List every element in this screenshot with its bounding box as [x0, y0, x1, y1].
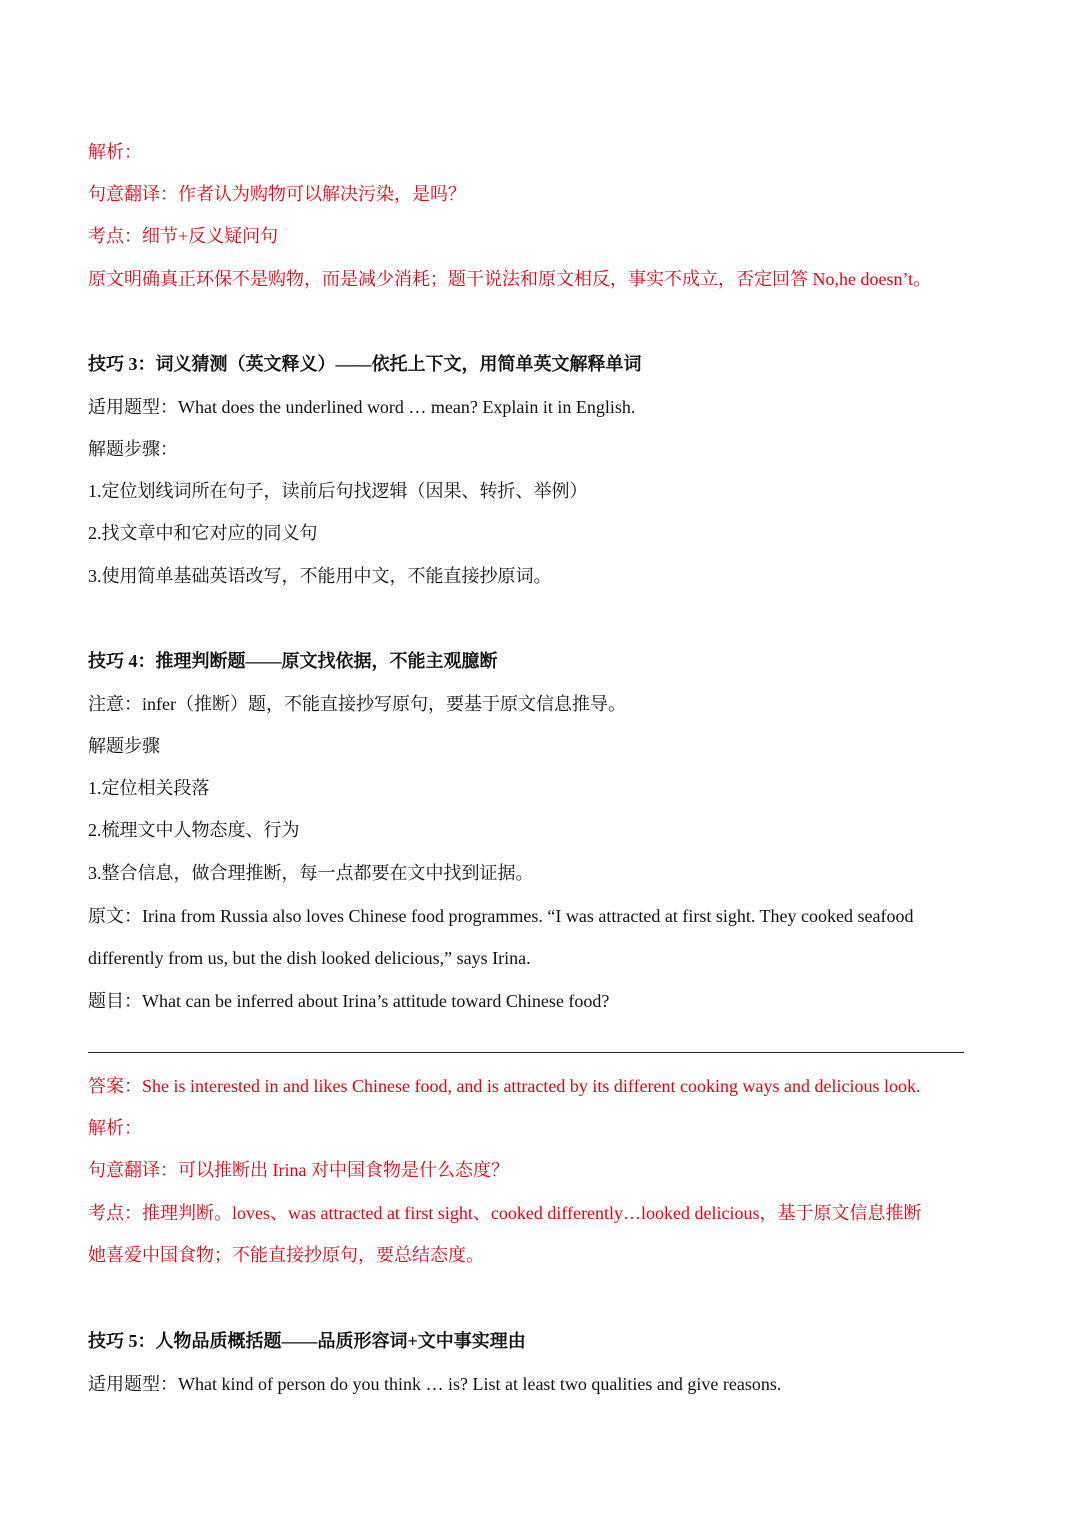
- analysis-label: 解析：: [88, 1118, 142, 1138]
- explanation: 原文明确真正环保不是购物，而是减少消耗；题干说法和原文相反，事实不成立，否定回答 No,he doesn’t。: [88, 269, 932, 289]
- sentence-translation: 句意翻译：可以推断出 Irina 对中国食物是什么态度？: [88, 1160, 509, 1180]
- answer: 答案：She is interested in and likes Chinese food, and is attracted by its different cooking ways and delicious look.: [88, 1076, 921, 1096]
- tip3-step: 3.使用简单基础英语改写，不能用中文，不能直接抄原词。: [88, 566, 552, 586]
- tip5-title: 技巧 5：人物品质概括题——品质形容词+文中事实理由: [88, 1331, 526, 1351]
- analysis-label: 解析：: [88, 142, 142, 162]
- answer-line-divider: [88, 1052, 964, 1053]
- tip4-step: 1.定位相关段落: [88, 778, 210, 798]
- tip3-step: 2.找文章中和它对应的同义句: [88, 523, 318, 543]
- source-text-line: 原文：Irina from Russia also loves Chinese food programmes. “I was attracted at first sight. They cooked seafood: [88, 906, 914, 926]
- source-text-line: differently from us, but the dish looked delicious,” says Irina.: [88, 948, 531, 968]
- question: 题目：What can be inferred about Irina’s attitude toward Chinese food?: [88, 991, 610, 1011]
- test-point-line: 考点：推理判断。loves、was attracted at first sight、cooked differently…looked delicious，基于原文信息推断: [88, 1203, 922, 1223]
- tip3-steps-label: 解题步骤：: [88, 439, 178, 459]
- tip4-note: 注意：infer（推断）题，不能直接抄写原句，要基于原文信息推导。: [88, 694, 626, 714]
- tip5-question-type: 适用题型：What kind of person do you think … is? List at least two qualities and give reasons.: [88, 1374, 782, 1394]
- tip4-step: 2.梳理文中人物态度、行为: [88, 820, 300, 840]
- tip3-title: 技巧 3：词义猜测（英文释义）——依托上下文，用简单英文解释单词: [88, 354, 642, 374]
- tip4-steps-label: 解题步骤: [88, 736, 160, 756]
- test-point-line: 她喜爱中国食物；不能直接抄原句，要总结态度。: [88, 1245, 484, 1265]
- tip4-step: 3.整合信息，做合理推断，每一点都要在文中找到证据。: [88, 863, 534, 883]
- sentence-translation: 句意翻译：作者认为购物可以解决污染，是吗？: [88, 184, 466, 204]
- tip4-title: 技巧 4：推理判断题——原文找依据，不能主观臆断: [88, 651, 498, 671]
- tip3-step: 1.定位划线词所在句子，读前后句找逻辑（因果、转折、举例）: [88, 481, 588, 501]
- test-point: 考点：细节+反义疑问句: [88, 226, 279, 246]
- tip3-question-type: 适用题型：What does the underlined word … mean? Explain it in English.: [88, 397, 636, 417]
